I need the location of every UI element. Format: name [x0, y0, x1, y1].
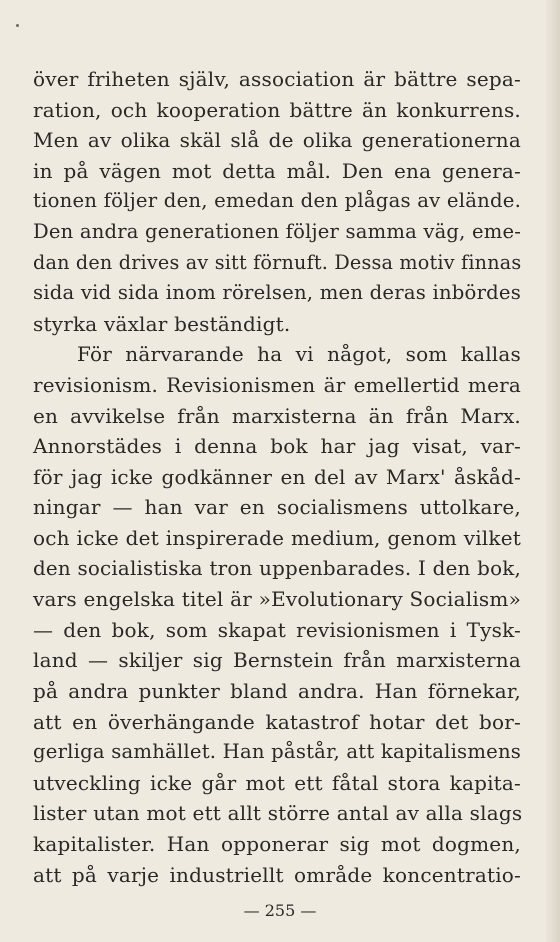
- text-line-7: dan den drives av sitt förnuft. Dessa motiv finnas: [33, 250, 522, 274]
- text-line-23: gerliga samhället. Han påstår, att kapitalismens: [33, 740, 522, 764]
- text-line-10: För närvarande ha vi något, som kallas: [77, 342, 521, 367]
- text-line-3: Men av olika skäl slå de olika generationerna: [33, 128, 521, 153]
- text-line-21: på andra punkter bland andra. Han förnekar,: [33, 679, 521, 703]
- text-line-12: en avvikelse från marxisterna än från Marx.: [33, 403, 521, 428]
- text-line-17: den socialistiska tron uppenbarades. I den bok,: [33, 556, 521, 580]
- text-line-1: över friheten själv, association är bättre sepa-: [33, 67, 521, 91]
- text-line-25: lister utan mot ett allt större antal av alla slags: [33, 801, 523, 826]
- text-line-2: ration, och kooperation bättre än konkurrens.: [33, 97, 521, 122]
- text-line-20: land — skiljer sig Bernstein från marxisterna: [33, 648, 521, 673]
- text-line-16: och icke det inspirerade medium, genom vilket: [33, 526, 521, 550]
- text-line-26: kapitalister. Han opponerar sig mot dogmen,: [33, 832, 521, 856]
- text-line-11: revisionism. Revisionismen är emellertid mera: [33, 373, 521, 397]
- page-number: — 255 —: [243, 901, 317, 920]
- text-line-8: sida vid sida inom rörelsen, men deras inbördes: [33, 281, 521, 305]
- text-line-9: styrka växlar beständigt.: [33, 311, 291, 336]
- text-line-4: in på vägen mot detta mål. Den ena genera-: [33, 158, 521, 183]
- text-line-27: att på varje industriellt område koncentratio-: [33, 862, 521, 887]
- text-line-15: ningar — han var en socialismens uttolkare,: [33, 495, 521, 520]
- text-line-6: Den andra generationen följer samma väg, eme-: [33, 220, 522, 243]
- text-line-22: att en överhängande katastrof hotar det bor-: [33, 709, 521, 734]
- text-line-18: vars engelska titel är »Evolutionary Socialism»: [33, 587, 521, 612]
- text-line-5: tionen följer den, emedan den plågas av elände.: [33, 189, 522, 213]
- text-line-14: för jag icke godkänner en del av Marx' åskåd-: [33, 464, 521, 489]
- text-line-13: Annorstädes i denna bok har jag visat, var-: [33, 434, 521, 459]
- text-line-24: utveckling icke går mot ett fåtal stora kapita-: [33, 770, 521, 795]
- text-line-19: — den bok, som skapat revisionismen i Tysk-: [33, 617, 521, 642]
